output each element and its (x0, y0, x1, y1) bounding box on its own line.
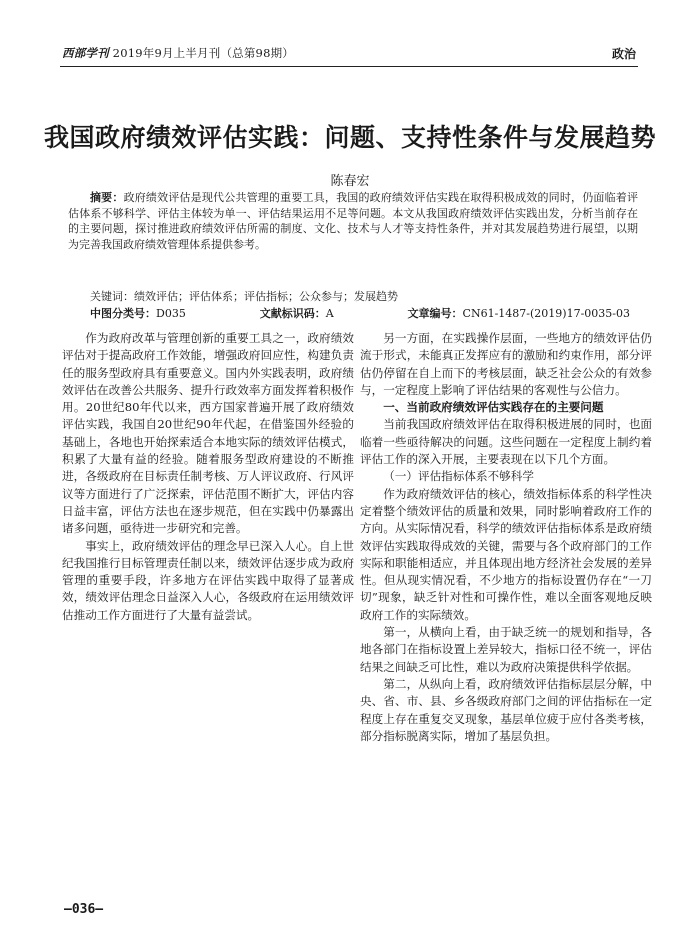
abstract-text: 政府绩效评估是现代公共管理的重要工具，我国的政府绩效评估实践在取得积极成效的同时，仍面临着评估体系不够科学、评估主体较为单一、评估结果运用不足等问题。本文从我国政府绩效评估实践出发，分析当前存在的主要问题，探讨推进政府绩效评估所需的制度、文化、技术与人才等支持性条件，并对其发展趋势进行展望，以期为完善我国政府绩效管理体系提供参考。 (68, 191, 638, 251)
page-number: —036— (64, 902, 104, 917)
author-name: 陈春宏 (330, 174, 370, 189)
article-value: CN61-1487-(2019)17-0035-03 (462, 307, 630, 320)
abstract-label: 摘要： (90, 191, 124, 204)
header-rule (60, 66, 638, 67)
body-column-left (62, 330, 354, 624)
running-header (62, 45, 294, 61)
body-paragraph: 第二，从纵向上看，政府绩效评估指标层层分解，中央、省、市、县、乡各级政府部门之间的评估指标在一定程度上存在重复交叉现象，基层单位疲于应付各类考核，部分指标脱离实际，增加了基层负担。 (360, 676, 652, 743)
keywords-label: 关键词： (90, 290, 134, 303)
doc-label: 文献标识码： (259, 307, 326, 320)
issue-info: 2019年9月上半月刊（总第98期） (112, 46, 294, 60)
body-paragraph: 作为政府绩效评估的核心，绩效指标体系的科学性决定着整个绩效评估的质量和效果，同时影响着政府工作的方向。从实际情况看，科学的绩效评估指标体系是政府绩效评估实践取得成效的关键，需要与各个政府部门的工作实际和职能相适应，并且体现出地方经济社会发展的差异性。但从现实情况看，不少地方的指标设置仍存在“一刀切”现象，缺乏针对性和可操作性，难以全面客观地反映政府工作的实际绩效。 (360, 486, 652, 622)
body-paragraph: 作为政府改革与管理创新的重要工具之一，政府绩效评估对于提高政府工作效能，增强政府回应性，构建负责任的服务型政府具有重要意义。国内外实践表明，政府绩效评估在改善公共服务、提升行政效率方面发挥着积极作用。20世纪80年代以来，西方国家普遍开展了政府绩效评估实践，我国自20世纪90年代起，在借鉴国外经验的基础上，各地也开始探索适合本地实际的绩效评估模式，积累了大量有益的经验。随着服务型政府建设的不断推进，各级政府在目标责任制考核、万人评议政府、行风评议等方面进行了广泛探索，评估范围不断扩大，评估内容日益丰富，评估方法也在逐步规范，但在实践中仍暴露出诸多问题，亟待进一步研究和完善。 (62, 331, 354, 536)
clc-label: 中图分类号： (90, 307, 156, 320)
subsection-heading: （一）评估指标体系不够科学 (383, 469, 534, 484)
article-label: 文章编号： (407, 307, 463, 320)
article-metadata (90, 306, 630, 322)
article-number (408, 306, 630, 322)
journal-name: 西部学刊 (62, 46, 109, 60)
abstract (68, 190, 638, 252)
body-paragraph: 当前我国政府绩效评估在取得积极进展的同时，也面临着一些亟待解决的问题。这些问题在一定程度上制约着评估工作的深入开展，主要表现在以下几个方面。 (360, 417, 652, 467)
keywords (68, 289, 638, 305)
document-code (260, 306, 334, 322)
clc-number (90, 306, 186, 322)
body-column-right (360, 330, 652, 745)
keywords-text: 绩效评估；评估体系；评估指标；公众参与；发展趋势 (134, 290, 398, 303)
body-paragraph: 另一方面，在实践操作层面，一些地方的绩效评估仍流于形式，未能真正发挥应有的激励和约束作用，部分评估仍停留在自上而下的考核层面，缺乏社会公众的有效参与，一定程度上影响了评估结果的客观性与公信力。 (360, 331, 652, 397)
doc-value: A (325, 307, 334, 320)
section-label: 政治 (611, 47, 636, 61)
article-title: 我国政府绩效评估实践：问题、支持性条件与发展趋势 (43, 123, 656, 152)
section-heading: 一、当前政府绩效评估实践存在的主要问题 (383, 400, 604, 415)
body-paragraph: 第一，从横向上看，由于缺乏统一的规划和指导，各地各部门在指标设置上差异较大，指标口径不统一，评估结果之间缺乏可比性，难以为政府决策提供科学依据。 (360, 625, 652, 674)
clc-value: D035 (156, 307, 186, 320)
body-paragraph: 事实上，政府绩效评估的理念早已深入人心。自上世纪我国推行目标管理责任制以来，绩效评估逐步成为政府管理的重要手段，许多地方在评估实践中取得了显著成效，绩效评估理念日益深入人心，各级政府在运用绩效评估推动工作方面进行了大量有益尝试。 (62, 538, 354, 622)
